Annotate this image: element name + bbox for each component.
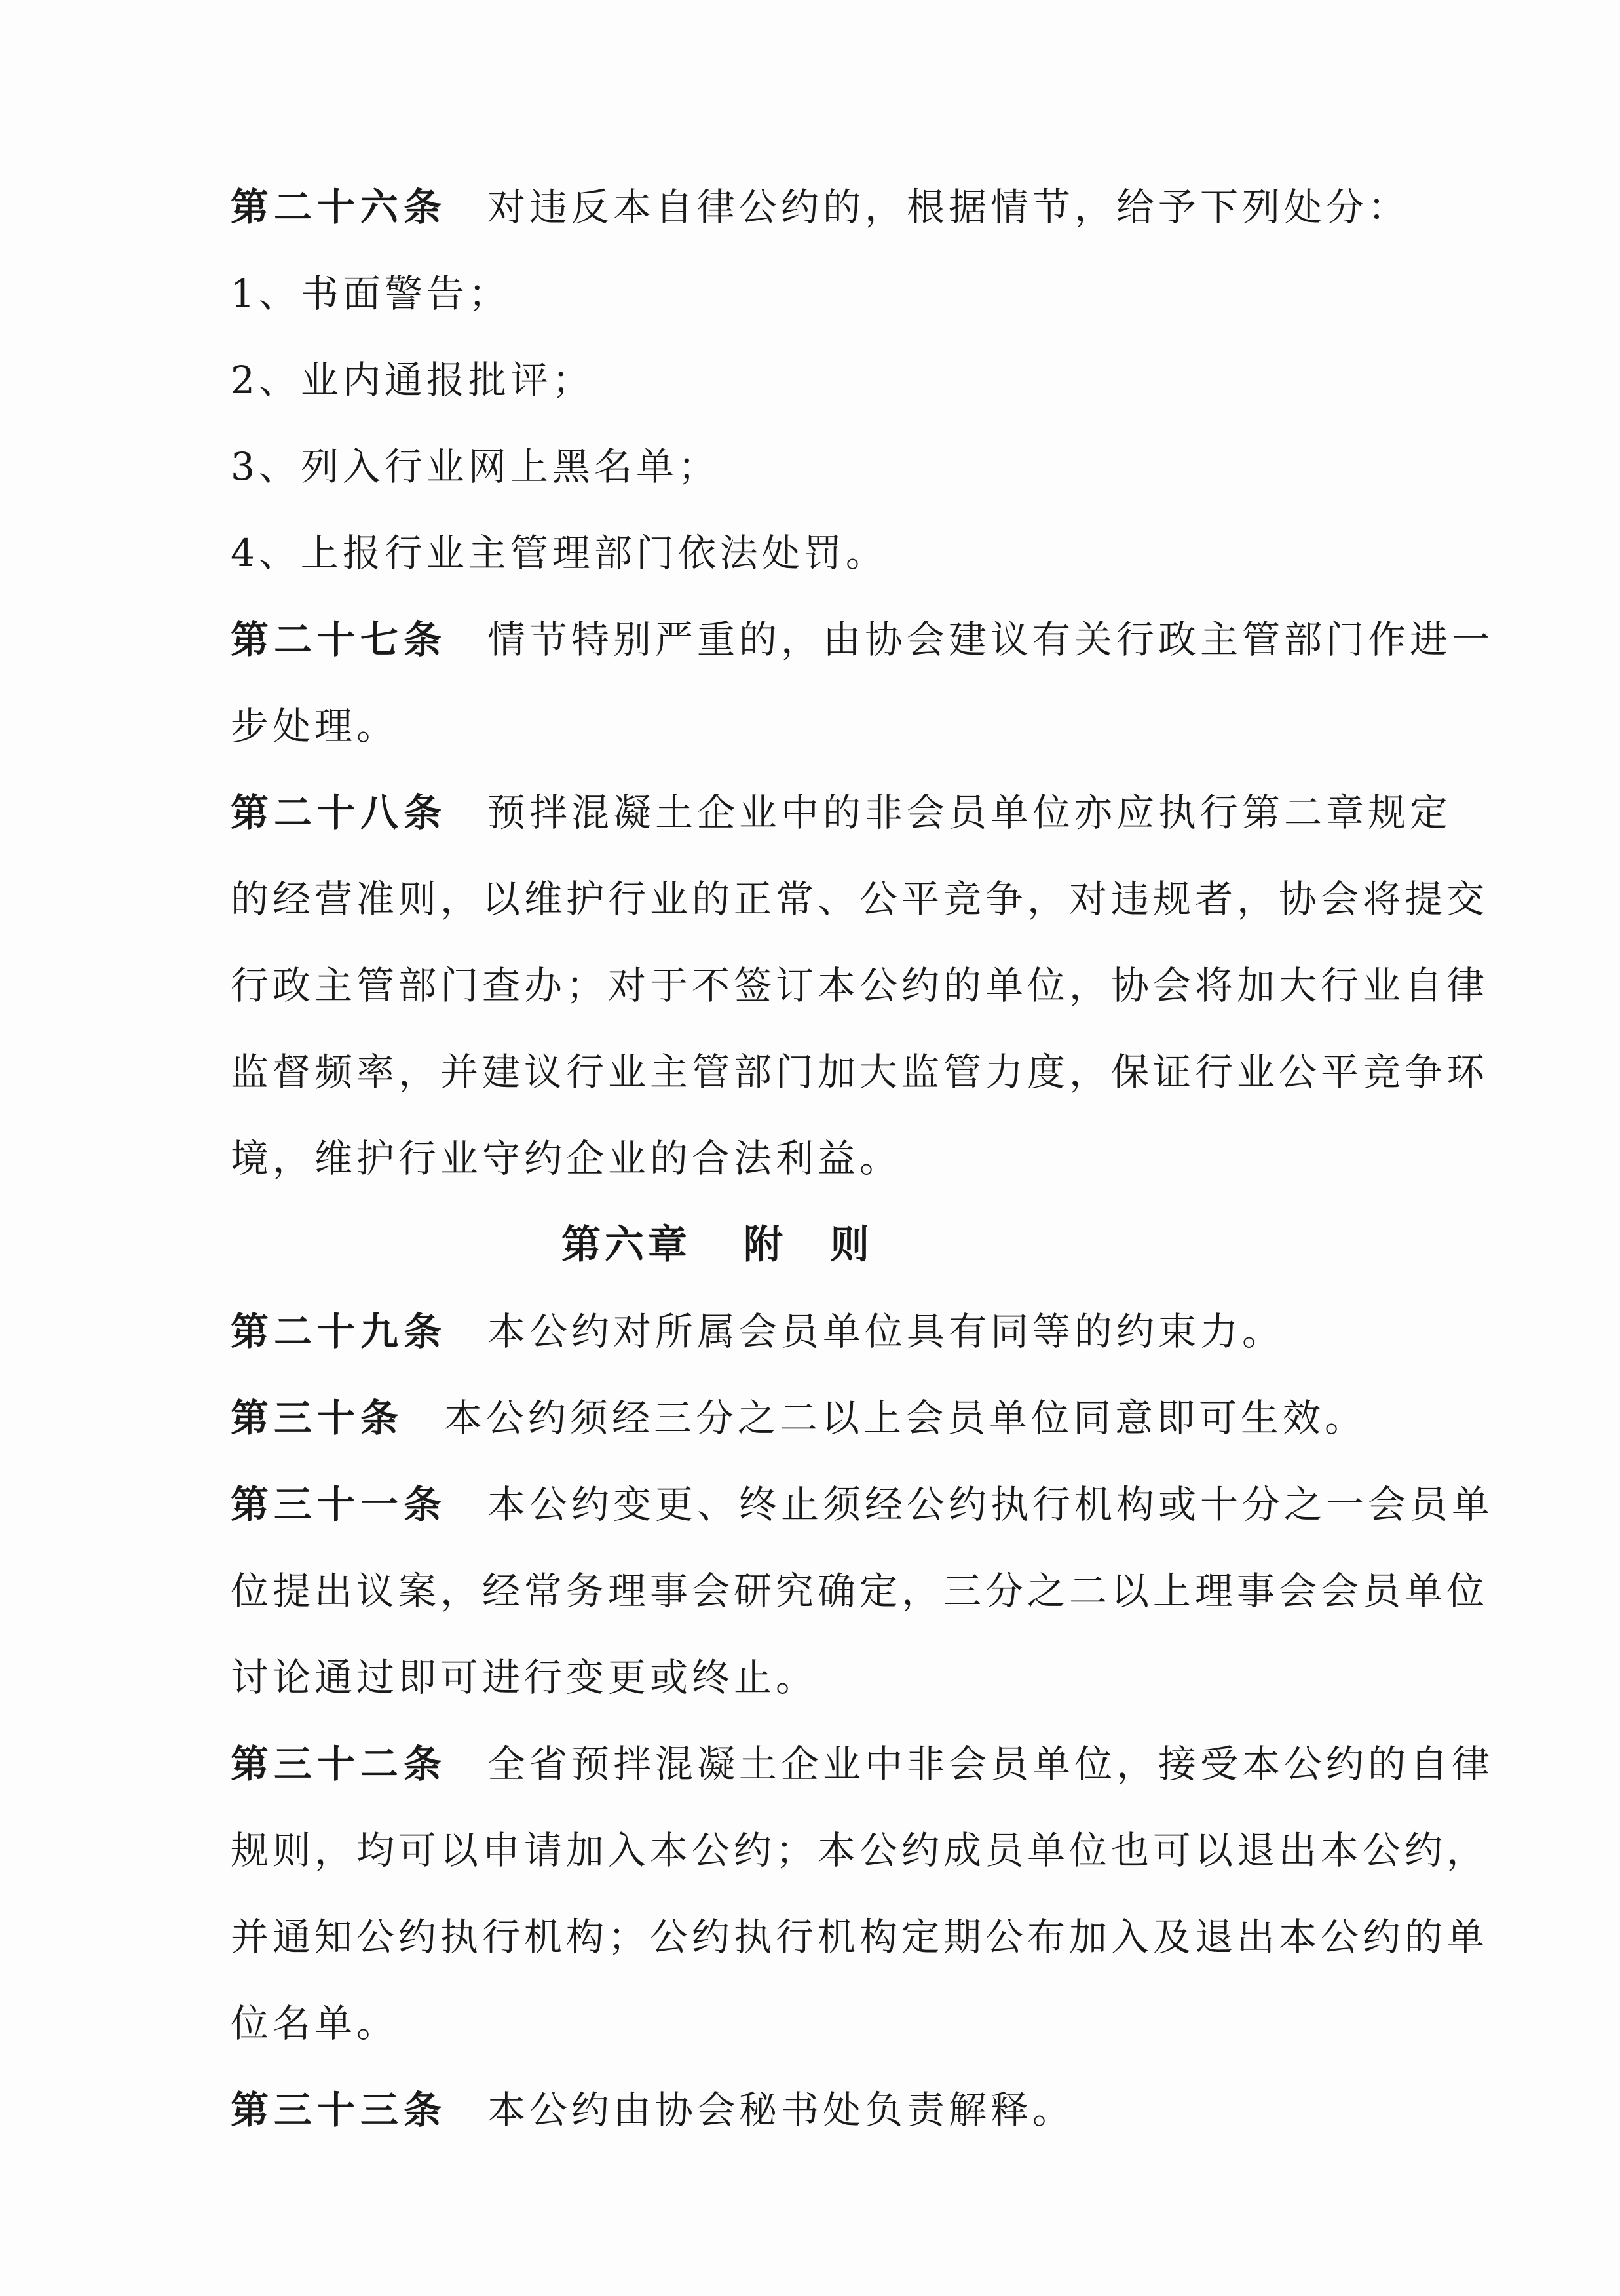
article-text: 本公约须经三分之二以上会员单位同意即可生效。 (444, 1396, 1367, 1440)
article-31 (231, 1461, 1494, 1548)
article-text-line: 讨论通过即可进行变更或终止。 (231, 1655, 818, 1700)
article-text-line: 步处理。 (231, 704, 399, 748)
article-29 (231, 1288, 1462, 1375)
article-text-line: 规则，均可以申请加入本公约；本公约成员单位也可以退出本公约， (231, 1828, 1489, 1873)
article-32 (231, 1721, 1494, 1807)
article-text-line: 并通知公约执行机构；公约执行机构定期公布加入及退出本公约的单 (231, 1915, 1489, 1959)
article-label: 第二十六条 (231, 185, 447, 229)
list-item: 2、业内通报批评； (231, 358, 594, 402)
article-27 (231, 596, 1494, 683)
article-text-line: 位名单。 (231, 2001, 399, 2046)
list-item: 4、上报行业主管理部门依法处罚。 (231, 531, 888, 575)
article-text: 本公约变更、终止须经公约执行机构或十分之一会员单 (487, 1482, 1494, 1527)
article-26 (231, 164, 1462, 250)
article-label: 第三十三条 (231, 2088, 447, 2132)
article-text: 预拌混凝土企业中的非会员单位亦应执行第二章规定 (487, 790, 1452, 835)
article-text-line: 监督频率，并建议行业主管部门加大监管力度，保证行业公平竞争环 (231, 1050, 1489, 1094)
article-label: 第三十条 (231, 1396, 404, 1440)
article-text-line: 境，维护行业守约企业的合法利益。 (231, 1136, 902, 1181)
article-text: 对违反本自律公约的，根据情节，给予下列处分： (487, 185, 1410, 229)
article-33 (231, 2067, 1462, 2153)
article-28 (231, 769, 1462, 856)
list-item: 3、列入行业网上黑名单； (231, 444, 720, 489)
article-text: 全省预拌混凝土企业中非会员单位，接受本公约的自律 (487, 1742, 1494, 1786)
article-text-line: 的经营准则，以维护行业的正常、公平竞争，对违规者，协会将提交 (231, 877, 1489, 921)
article-label: 第二十九条 (231, 1309, 447, 1354)
article-text-line: 位提出议案，经常务理事会研究确定，三分之二以上理事会会员单位 (231, 1569, 1489, 1613)
chapter-heading (231, 1202, 1462, 1288)
chapter-title: 附 则 (744, 1222, 873, 1268)
article-text: 本公约由协会秘书处负责解释。 (487, 2088, 1075, 2132)
article-label: 第三十二条 (231, 1742, 447, 1786)
document-body (231, 164, 1494, 2153)
article-label: 第二十七条 (231, 617, 447, 662)
article-text: 情节特别严重的，由协会建议有关行政主管部门作进一 (487, 617, 1494, 662)
list-item: 1、书面警告； (231, 271, 510, 316)
article-label: 第三十一条 (231, 1482, 447, 1527)
chapter-number: 第六章 (561, 1222, 691, 1268)
article-text-line: 行政主管部门查办；对于不签订本公约的单位，协会将加大行业自律 (231, 963, 1489, 1008)
article-label: 第二十八条 (231, 790, 447, 835)
article-text: 本公约对所属会员单位具有同等的约束力。 (487, 1309, 1285, 1354)
article-30 (231, 1375, 1462, 1461)
